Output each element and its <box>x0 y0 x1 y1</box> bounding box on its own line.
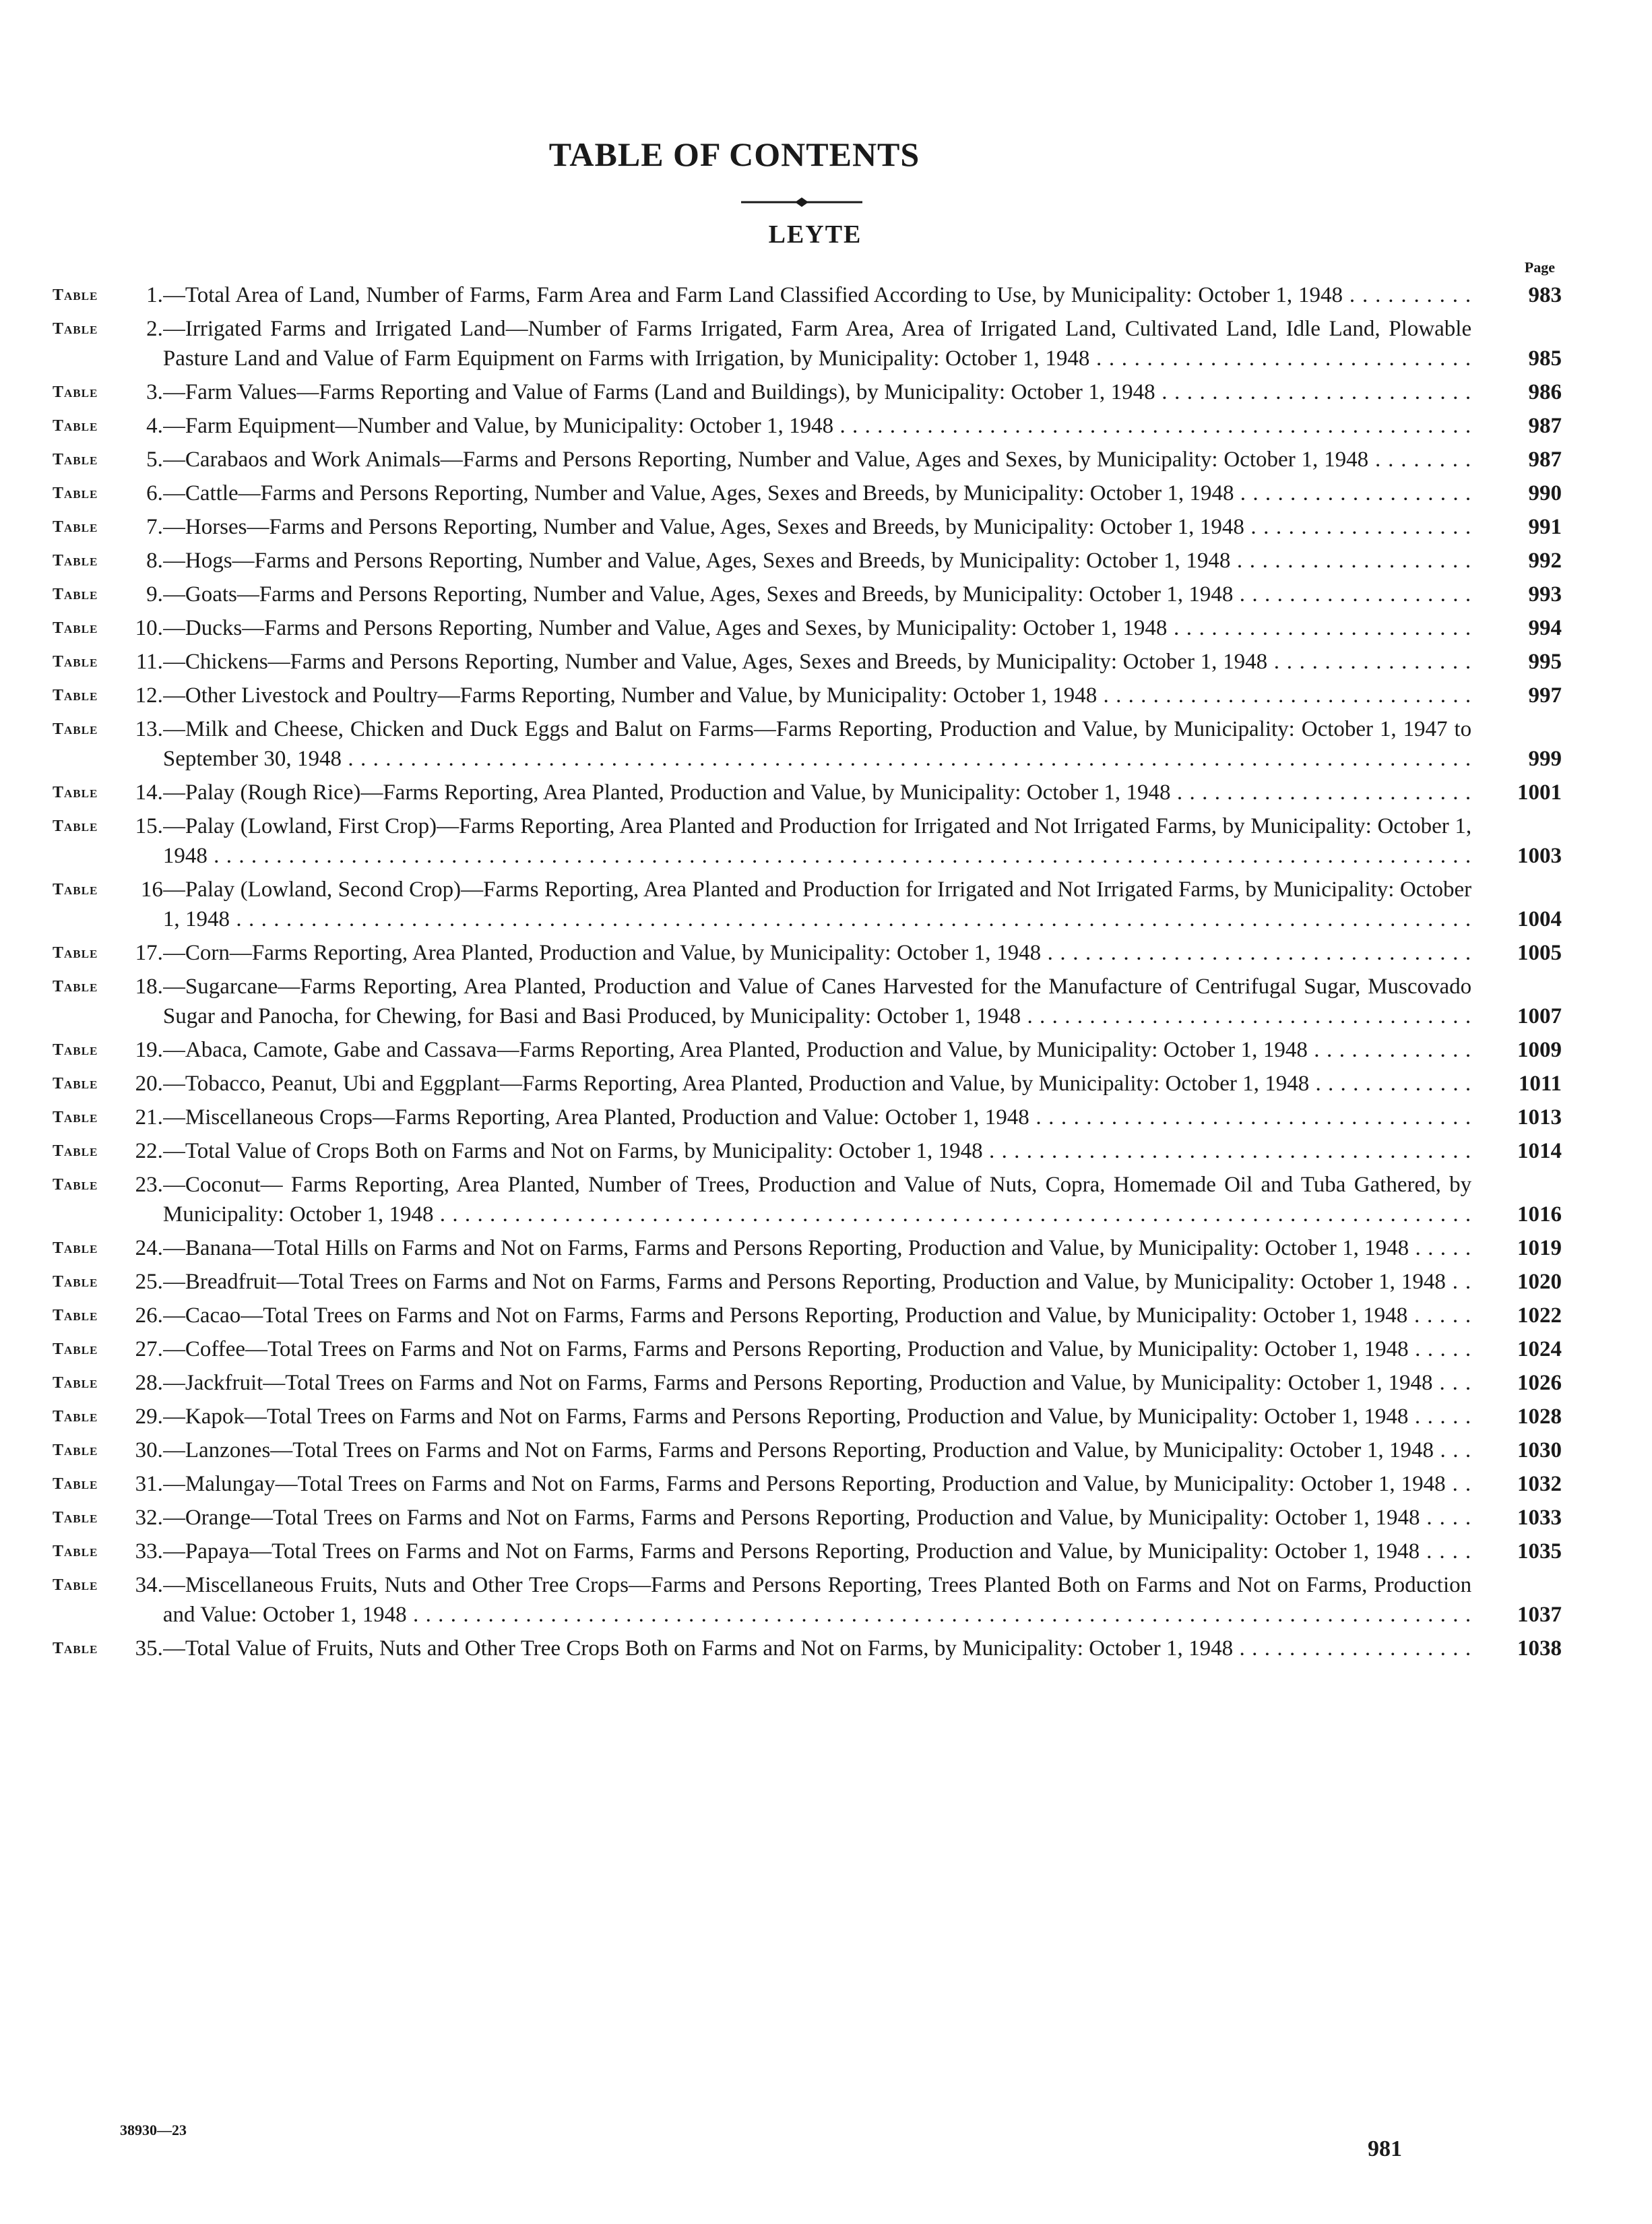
toc-entry-number: 15. <box>135 814 163 838</box>
toc-entry-title: —Goats—Farms and Persons Reporting, Number and Value, Ages, Sexes and Breeds, by Municipality: October 1, 1948 . . . <box>163 580 1475 609</box>
toc-entry-number: 11. <box>135 650 163 674</box>
toc-entry-label: Table <box>53 1307 98 1324</box>
toc-entry[interactable] <box>53 478 1562 508</box>
print-code: 38930—23 <box>120 2122 187 2138</box>
toc-entry-page: 1032 <box>1517 1472 1562 1496</box>
toc-entry-title: —Coconut— Farms Reporting, Area Planted, Number of Trees, Production and Value of Nuts, Copra, Homemade Oil and Tuba Gathered, by Municipality: October 1, 1948 . . . <box>163 1170 1475 1229</box>
toc-entry-page: 1003 <box>1517 844 1562 868</box>
toc-entry[interactable] <box>53 1267 1562 1297</box>
toc-entry-title: —Abaca, Camote, Gabe and Cassava—Farms Reporting, Area Planted, Production and Value, by Municipality: October 1, 1948 . . . <box>163 1035 1475 1065</box>
toc-entry-title: —Hogs—Farms and Persons Reporting, Number and Value, Ages, Sexes and Breeds, by Municipality: October 1, 1948 . . . <box>163 546 1475 576</box>
toc-entry-page: 995 <box>1528 650 1562 674</box>
toc-entry-page: 1004 <box>1517 907 1562 931</box>
toc-entry-page: 992 <box>1528 549 1562 573</box>
toc-entry-title: —Horses—Farms and Persons Reporting, Number and Value, Ages, Sexes and Breeds, by Municipality: October 1, 1948 . . . <box>163 512 1475 542</box>
toc-entry-page: 993 <box>1528 582 1562 607</box>
toc-entry-number: 27. <box>135 1337 163 1361</box>
toc-entry-label: Table <box>53 619 98 637</box>
toc-entry-number: 17. <box>135 941 163 965</box>
toc-entry-title: —Jackfruit—Total Trees on Farms and Not on Farms, Farms and Persons Reporting, Production and Value, by Municipality: October 1, 1948 . . . <box>163 1368 1475 1398</box>
toc-entry-number: 9. <box>146 582 163 607</box>
toc-entry-page: 1033 <box>1517 1506 1562 1530</box>
toc-entry-page: 1014 <box>1517 1139 1562 1163</box>
toc-entry-page: 1038 <box>1517 1636 1562 1661</box>
toc-entry-title: —Palay (Lowland, First Crop)—Farms Reporting, Area Planted and Production for Irrigated and Not Irrigated Farms, by Municipality: October 1, 1948 . . . <box>163 811 1475 871</box>
toc-leader-dots <box>163 844 1471 871</box>
toc-entry-number: 1. <box>146 283 163 307</box>
toc-entry-number: 2. <box>146 317 163 341</box>
toc-entry[interactable] <box>53 811 1562 871</box>
toc-entry-number: 14. <box>135 780 163 805</box>
toc-entry-title: —Orange—Total Trees on Farms and Not on Farms, Farms and Persons Reporting, Production and Value, by Municipality: October 1, 1948 . . . <box>163 1503 1475 1533</box>
toc-entry-title: —Banana—Total Hills on Farms and Not on Farms, Farms and Persons Reporting, Production and Value, by Municipality: October 1, 1948 . . . <box>163 1233 1475 1263</box>
toc-entry[interactable] <box>53 1634 1562 1663</box>
toc-entry-title: —Palay (Lowland, Second Crop)—Farms Reporting, Area Planted and Production for Irrigated and Not Irrigated Farms, by Municipality: October 1, 1948 . . . <box>163 875 1475 934</box>
toc-entry[interactable] <box>53 938 1562 968</box>
toc-entry-title: —Tobacco, Peanut, Ubi and Eggplant—Farms Reporting, Area Planted, Production and Value, by Municipality: October 1, 1948 . . . <box>163 1069 1475 1099</box>
toc-entry-number: 5. <box>146 447 163 472</box>
toc-entry-number: 26. <box>135 1303 163 1328</box>
toc-entry[interactable] <box>53 1570 1562 1630</box>
toc-entry-title: —Ducks—Farms and Persons Reporting, Number and Value, Ages and Sexes, by Municipality: October 1, 1948 . . . <box>163 613 1475 643</box>
toc-entry-label: Table <box>53 552 98 569</box>
toc-leader-dots <box>163 907 1471 934</box>
toc-entry-label: Table <box>53 1075 98 1092</box>
title-ornament <box>734 195 869 209</box>
toc-entry-number: 22. <box>135 1139 163 1163</box>
toc-entry-title: —Papaya—Total Trees on Farms and Not on Farms, Farms and Persons Reporting, Production and Value, by Municipality: October 1, 1948 . . . <box>163 1537 1475 1566</box>
toc-entry[interactable] <box>53 1103 1562 1132</box>
toc-entry-title: —Coffee—Total Trees on Farms and Not on Farms, Farms and Persons Reporting, Production and Value, by Municipality: October 1, 1948 . . . <box>163 1334 1475 1364</box>
toc-entry-title: —Irrigated Farms and Irrigated Land—Number of Farms Irrigated, Farm Area, Area of Irrigated Land, Cultivated Land, Idle Land, Plowable Pasture Land and Value of Farm Equipment on Farms with Irrigation, by Municipality: October 1, 1948 . . . <box>163 314 1475 373</box>
toc-entry[interactable] <box>53 1368 1562 1398</box>
toc-entry-page: 1016 <box>1517 1202 1562 1227</box>
toc-entry-number: 33. <box>135 1539 163 1564</box>
toc-entry-label: Table <box>53 1543 98 1560</box>
toc-entry[interactable] <box>53 512 1562 542</box>
toc-entry-number: 6. <box>146 481 163 505</box>
toc-entry-label: Table <box>53 383 98 401</box>
toc-entry-title: —Corn—Farms Reporting, Area Planted, Production and Value, by Municipality: October 1, 1948 . . . <box>163 938 1475 968</box>
toc-entry-number: 24. <box>135 1236 163 1260</box>
toc-entry-label: Table <box>53 720 98 738</box>
toc-entry-label: Table <box>53 1442 98 1459</box>
toc-entry-title: —Milk and Cheese, Chicken and Duck Eggs and Balut on Farms—Farms Reporting, Production and Value, by Municipality: October 1, 1947 to September 30, 1948 . . . <box>163 714 1475 774</box>
toc-entry-title: —Cattle—Farms and Persons Reporting, Number and Value, Ages, Sexes and Breeds, by Municipality: October 1, 1948 . . . <box>163 478 1475 508</box>
toc-entry-page: 1028 <box>1517 1404 1562 1429</box>
toc-entry-page: 1007 <box>1517 1004 1562 1028</box>
toc-entry-number: 32. <box>135 1506 163 1530</box>
toc-entry-page: 1019 <box>1517 1236 1562 1260</box>
toc-entry-page: 1035 <box>1517 1539 1562 1564</box>
toc-entry[interactable] <box>53 280 1562 310</box>
toc-entry-title: —Total Value of Crops Both on Farms and Not on Farms, by Municipality: October 1, 1948 . . . <box>163 1136 1475 1166</box>
toc-entry[interactable] <box>53 647 1562 677</box>
toc-entry-number: 7. <box>146 515 163 539</box>
toc-entry-number: 20. <box>135 1072 163 1096</box>
toc-entry-label: Table <box>53 1041 98 1059</box>
toc-entry-title: —Kapok—Total Trees on Farms and Not on Farms, Farms and Persons Reporting, Production and Value, by Municipality: October 1, 1948 . . . <box>163 1402 1475 1431</box>
toc-entry-page: 1005 <box>1517 941 1562 965</box>
toc-entry[interactable] <box>53 546 1562 576</box>
toc-entry[interactable] <box>53 580 1562 609</box>
toc-entry[interactable] <box>53 714 1562 774</box>
toc-entry[interactable] <box>53 1469 1562 1499</box>
toc-entry[interactable] <box>53 1334 1562 1364</box>
toc-entry-label: Table <box>53 978 98 995</box>
toc-entry-page: 999 <box>1528 747 1562 771</box>
toc-entry-number: 31. <box>135 1472 163 1496</box>
toc-entry-label: Table <box>53 1576 98 1594</box>
toc-entry-label: Table <box>53 1340 98 1358</box>
toc-entry-number: 8. <box>146 549 163 573</box>
toc-entry-title: —Carabaos and Work Animals—Farms and Persons Reporting, Number and Value, Ages and Sexes, by Municipality: October 1, 1948 . . . <box>163 445 1475 474</box>
toc-entry-label: Table <box>53 1640 98 1657</box>
toc-entry-number: 21. <box>135 1105 163 1130</box>
toc-entry[interactable] <box>53 377 1562 407</box>
toc-entry-label: Table <box>53 1109 98 1126</box>
page-column-header: Page <box>1524 259 1555 276</box>
toc-entry[interactable] <box>53 1035 1562 1065</box>
toc-entry-number: 35. <box>135 1636 163 1661</box>
page-number: 981 <box>1368 2136 1402 2161</box>
toc-entry-number: 25. <box>135 1270 163 1294</box>
toc-entry-number: 13. <box>135 717 163 741</box>
toc-entry-page: 983 <box>1528 283 1562 307</box>
toc-entry-label: Table <box>53 944 98 962</box>
toc-entry[interactable] <box>53 1503 1562 1533</box>
toc-entry-number: 18. <box>135 975 163 999</box>
toc-entry-number: 19. <box>135 1038 163 1062</box>
toc-entry[interactable] <box>53 1402 1562 1431</box>
toc-entry-number: 23. <box>135 1173 163 1197</box>
toc-entry-number: 3. <box>146 380 163 404</box>
toc-entry-page: 1009 <box>1517 1038 1562 1062</box>
toc-entry-page: 987 <box>1528 447 1562 472</box>
toc-entry[interactable] <box>53 875 1562 934</box>
toc-entry-page: 1001 <box>1517 780 1562 805</box>
toc-entry-title: —Breadfruit—Total Trees on Farms and Not on Farms, Farms and Persons Reporting, Production and Value, by Municipality: October 1, 1948 . . . <box>163 1267 1475 1297</box>
toc-entry-title: —Cacao—Total Trees on Farms and Not on Farms, Farms and Persons Reporting, Production and Value, by Municipality: October 1, 1948 . . . <box>163 1301 1475 1330</box>
toc-entry-label: Table <box>53 586 98 603</box>
toc-entry-page: 997 <box>1528 683 1562 708</box>
page-title: TABLE OF CONTENTS <box>548 135 920 173</box>
toc-entry[interactable] <box>53 1136 1562 1166</box>
toc-entry-label: Table <box>53 286 98 304</box>
toc-entry-label: Table <box>53 1239 98 1257</box>
toc-entry-title: —Palay (Rough Rice)—Farms Reporting, Area Planted, Production and Value, by Municipality: October 1, 1948 . . . <box>163 778 1475 807</box>
toc-entry-number: 30. <box>135 1438 163 1462</box>
toc-entry[interactable] <box>53 1301 1562 1330</box>
toc-entry-number: 28. <box>135 1371 163 1395</box>
toc-entry[interactable] <box>53 1435 1562 1465</box>
toc-entry[interactable] <box>53 411 1562 441</box>
toc-entry-title: —Total Value of Fruits, Nuts and Other Tree Crops Both on Farms and Not on Farms, by Municipality: October 1, 1948 . . . <box>163 1634 1475 1663</box>
toc-entry-label: Table <box>53 1176 98 1194</box>
toc-entry-page: 1026 <box>1517 1371 1562 1395</box>
toc-entry-number: 34. <box>135 1573 163 1597</box>
toc-entry-page: 990 <box>1528 481 1562 505</box>
toc-entry-label: Table <box>53 1374 98 1392</box>
toc-entry-title: —Lanzones—Total Trees on Farms and Not on Farms, Farms and Persons Reporting, Production and Value, by Municipality: October 1, 1948 . . . <box>163 1435 1475 1465</box>
toc-entry[interactable] <box>53 1069 1562 1099</box>
toc-entry[interactable] <box>53 314 1562 373</box>
toc-entry-title: —Miscellaneous Crops—Farms Reporting, Area Planted, Production and Value: October 1, 1948 . . . <box>163 1103 1475 1132</box>
toc-entry-label: Table <box>53 1475 98 1493</box>
toc-leader-dots <box>163 747 1471 774</box>
toc-entry-page: 1022 <box>1517 1303 1562 1328</box>
toc-entry-label: Table <box>53 1273 98 1291</box>
toc-entry[interactable] <box>53 1537 1562 1566</box>
toc-entry-title: —Total Area of Land, Number of Farms, Farm Area and Farm Land Classified According to Use, by Municipality: October 1, 1948 . . . <box>163 280 1475 310</box>
toc-entry-title: —Other Livestock and Poultry—Farms Reporting, Number and Value, by Municipality: October 1, 1948 . . . <box>163 681 1475 710</box>
toc-entry[interactable] <box>53 1233 1562 1263</box>
toc-entry-page: 1024 <box>1517 1337 1562 1361</box>
toc-entry-page: 1030 <box>1517 1438 1562 1462</box>
toc-entry-label: Table <box>53 518 98 536</box>
toc-entry-label: Table <box>53 417 98 435</box>
toc-entry[interactable] <box>53 778 1562 807</box>
toc-entry-page: 985 <box>1528 346 1562 371</box>
toc-entry-page: 991 <box>1528 515 1562 539</box>
toc-entry-page: 1011 <box>1518 1072 1562 1096</box>
toc-entry-page: 1037 <box>1517 1603 1562 1627</box>
toc-entry-page: 1013 <box>1517 1105 1562 1130</box>
toc-entry-label: Table <box>53 784 98 801</box>
toc-entry-page: 994 <box>1528 616 1562 640</box>
toc-entry-number: 10. <box>135 616 163 640</box>
toc-entry-label: Table <box>53 1142 98 1160</box>
toc-entry-label: Table <box>53 1408 98 1425</box>
toc-entry[interactable] <box>53 681 1562 710</box>
toc-entry-number: 29. <box>135 1404 163 1429</box>
toc-entry-label: Table <box>53 881 98 898</box>
toc-entry-number: 4. <box>146 414 163 438</box>
toc-entry[interactable] <box>53 972 1562 1031</box>
toc-list <box>53 280 1562 1667</box>
toc-entry-page: 986 <box>1528 380 1562 404</box>
section-title: LEYTE <box>768 220 862 249</box>
toc-entry[interactable] <box>53 613 1562 643</box>
toc-entry-label: Table <box>53 817 98 835</box>
toc-entry-title: —Farm Equipment—Number and Value, by Municipality: October 1, 1948 . . . <box>163 411 1475 441</box>
toc-entry-label: Table <box>53 1509 98 1526</box>
toc-entry-number: 16 <box>140 877 163 902</box>
toc-entry-page: 987 <box>1528 414 1562 438</box>
toc-entry[interactable] <box>53 1170 1562 1229</box>
toc-entry-title: —Sugarcane—Farms Reporting, Area Planted, Production and Value of Canes Harvested for the Manufacture of Centrifugal Sugar, Muscovado Sugar and Panocha, for Chewing, for Basi and Basi Produced, by Municipality: October 1, 1948 . . . <box>163 972 1475 1031</box>
toc-entry-title: —Miscellaneous Fruits, Nuts and Other Tree Crops—Farms and Persons Reporting, Trees Planted Both on Farms and Not on Farms, Production and Value: October 1, 1948 . . . <box>163 1570 1475 1630</box>
toc-entry-label: Table <box>53 485 98 502</box>
toc-entry-page: 1020 <box>1517 1270 1562 1294</box>
toc-entry-label: Table <box>53 320 98 338</box>
toc-entry-title: —Chickens—Farms and Persons Reporting, Number and Value, Ages, Sexes and Breeds, by Municipality: October 1, 1948 . . . <box>163 647 1475 677</box>
toc-entry-label: Table <box>53 451 98 468</box>
toc-entry-title: —Malungay—Total Trees on Farms and Not on Farms, Farms and Persons Reporting, Production and Value, by Municipality: October 1, 1948 . . . <box>163 1469 1475 1499</box>
toc-entry[interactable] <box>53 445 1562 474</box>
toc-entry-label: Table <box>53 687 98 704</box>
toc-entry-label: Table <box>53 653 98 671</box>
toc-entry-title: —Farm Values—Farms Reporting and Value of Farms (Land and Buildings), by Municipality: October 1, 1948 . . . <box>163 377 1475 407</box>
toc-entry-number: 12. <box>135 683 163 708</box>
